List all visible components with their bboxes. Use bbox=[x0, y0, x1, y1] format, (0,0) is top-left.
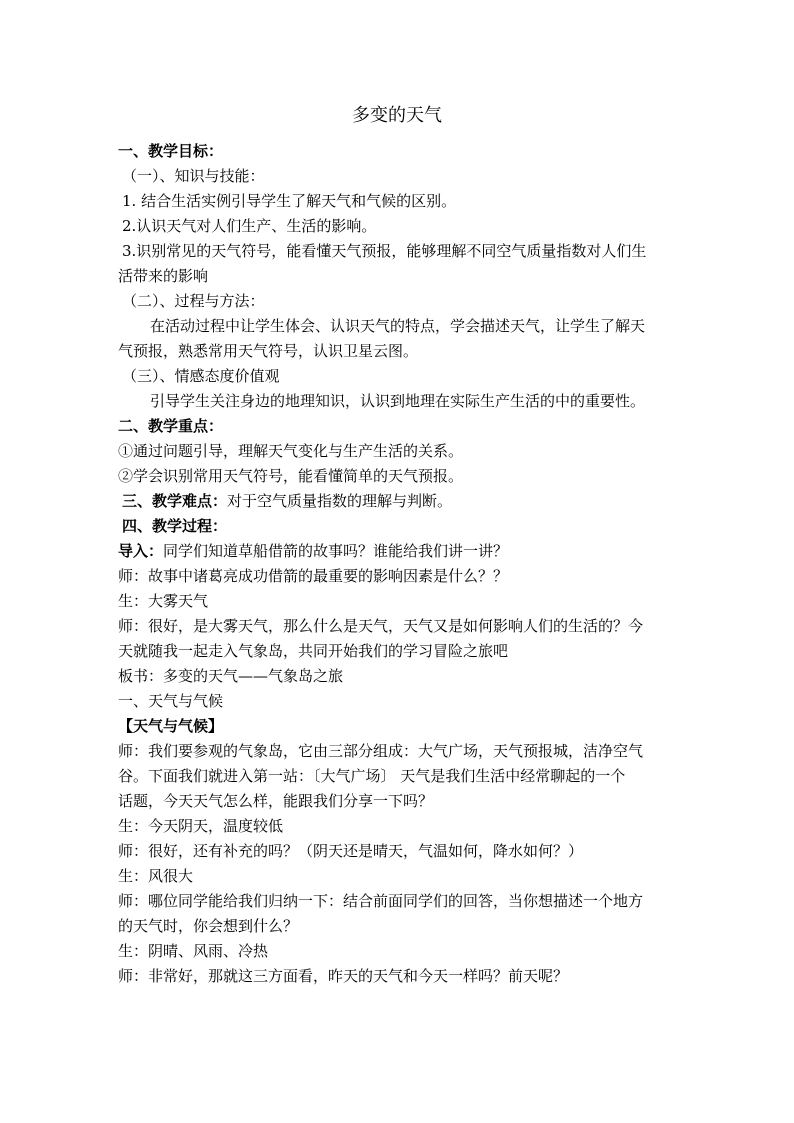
bracket-heading-weather-climate: 【天气与气候】 bbox=[118, 717, 224, 735]
dialogue-line: 师：非常好，那就这三方面看，昨天的天气和今天一样吗？前天呢？ bbox=[118, 967, 569, 985]
intro-line bbox=[118, 539, 678, 563]
section-weather-climate: 一、天气与气候 bbox=[118, 692, 224, 710]
section-heading-keypoints: 二、教学重点： bbox=[118, 417, 224, 435]
document-title: 多变的天气 bbox=[352, 105, 442, 126]
dialogue-line: 师：我们要参观的气象岛，它由三部分组成：大气广场，天气预报城，洁净空气 bbox=[118, 742, 644, 760]
dialogue-line: 生：今天阴天，温度较低 bbox=[118, 817, 284, 835]
section-heading-process: 四、教学过程： bbox=[122, 517, 228, 535]
process-text-cont: 气预报，熟悉常用天气符号，认识卫星云图。 bbox=[118, 342, 419, 360]
dialogue-line: 生：风很大 bbox=[118, 867, 194, 885]
dialogue-line: 话题，今天天气怎么样，能跟我们分享一下吗？ bbox=[118, 792, 434, 810]
section-heading-objectives: 一、教学目标： bbox=[118, 142, 224, 160]
dialogue-line: 师：很好，是大雾天气，那么什么是天气，天气又是如何影响人们的生活的？今 bbox=[118, 617, 644, 635]
dialogue-line: 谷。下面我们就进入第一站：〔大气广场〕 天气是我们生活中经常聊起的一个 bbox=[118, 767, 626, 785]
dialogue-line: 天就随我一起走入气象岛，共同开始我们的学习冒险之旅吧 bbox=[118, 642, 509, 660]
difficulty-text: 对于空气质量指数的理解与判断。 bbox=[227, 492, 453, 510]
difficulty-line bbox=[122, 489, 682, 513]
subheading-values: （三）、情感态度价值观 bbox=[122, 367, 280, 385]
intro-label: 导入： bbox=[118, 542, 164, 560]
dialogue-line: 生：阴晴、风雨、冷热 bbox=[118, 942, 269, 960]
objective-item-3: 3.识别常见的天气符号，能看懂天气预报，能够理解不同空气质量指数对人们生 bbox=[122, 242, 647, 260]
values-text: 引导学生关注身边的地理知识，认识到地理在实际生产生活的中的重要性。 bbox=[150, 392, 646, 410]
process-text: 在活动过程中让学生体会、认识天气的特点，学会描述天气，让学生了解天 bbox=[150, 317, 646, 335]
blackboard-line: 板书：多变的天气——气象岛之旅 bbox=[118, 667, 344, 685]
objective-item-2: 2.认识天气对人们生产、生活的影响。 bbox=[122, 217, 377, 235]
dialogue-line: 的天气时，你会想到什么？ bbox=[118, 917, 299, 935]
objective-item-1: 1. 结合生活实例引导学生了解天气和气候的区别。 bbox=[122, 192, 457, 210]
objective-item-3-cont: 活带来的影响 bbox=[118, 267, 209, 285]
dialogue-line: 生：大雾天气 bbox=[118, 592, 209, 610]
dialogue-line: 师：哪位同学能给我们归纳一下：结合前面同学们的回答，当你想描述一个地方 bbox=[118, 892, 644, 910]
dialogue-line: 师：很好，还有补充的吗？（阴天还是晴天，气温如何，降水如何？） bbox=[118, 842, 584, 860]
intro-text: 同学们知道草船借箭的故事吗？谁能给我们讲一讲？ bbox=[163, 542, 509, 560]
subheading-process: （二）、过程与方法： bbox=[122, 292, 265, 310]
subheading-knowledge: （一）、知识与技能： bbox=[122, 167, 265, 185]
dialogue-line: 师：故事中诸葛亮成功借箭的最重要的影响因素是什么？？ bbox=[118, 567, 509, 585]
keypoint-2: ②学会识别常用天气符号，能看懂简单的天气预报。 bbox=[118, 467, 464, 485]
section-heading-difficulty: 三、教学难点： bbox=[122, 492, 228, 510]
keypoint-1: ①通过问题引导，理解天气变化与生产生活的关系。 bbox=[118, 442, 464, 460]
